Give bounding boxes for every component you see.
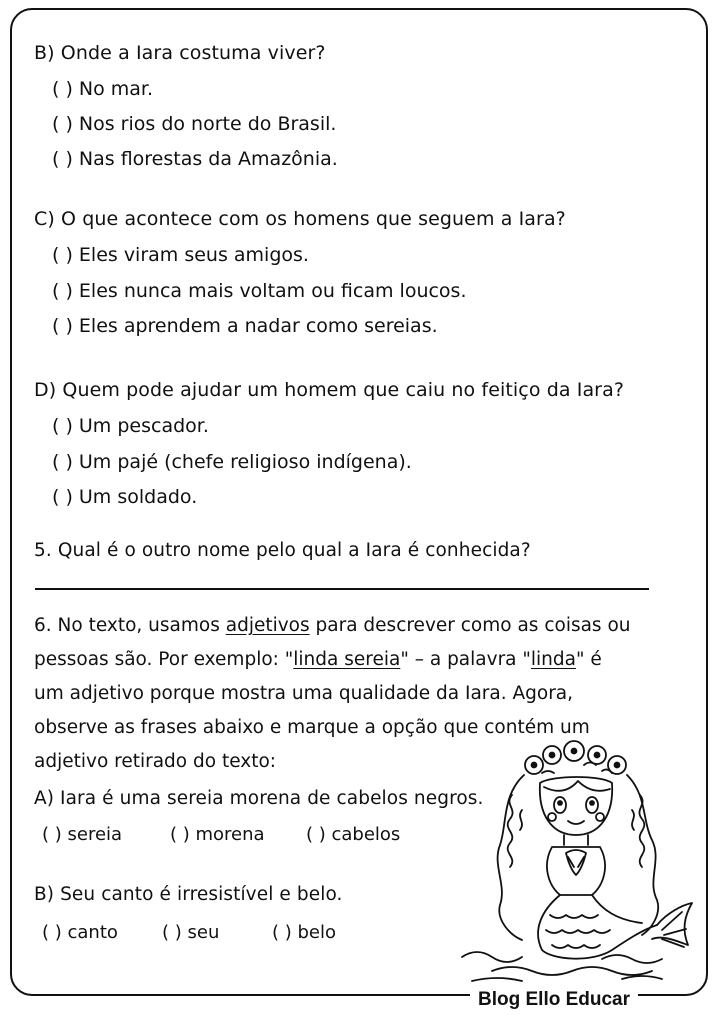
question-6-line-4: observe as frases abaixo e marque a opção que contém um <box>34 717 590 738</box>
question-b-option-2[interactable]: ( ) Nos rios do norte do Brasil. <box>52 113 337 135</box>
mermaid-illustration <box>452 735 702 987</box>
question-6b-option-3[interactable]: ( ) belo <box>272 922 337 943</box>
question-6-line-5: adjetivo retirado do texto: <box>34 751 277 772</box>
question-d-title: D) Quem pode ajudar um homem que caiu no feitiço da Iara? <box>34 379 625 401</box>
underlined-phrase-linda-sereia: linda sereia <box>293 649 401 670</box>
question-6a-option-1[interactable]: ( ) sereia <box>42 824 123 845</box>
question-6a-option-2[interactable]: ( ) morena <box>170 824 265 845</box>
question-6b-option-2[interactable]: ( ) seu <box>162 922 220 943</box>
question-d-option-3[interactable]: ( ) Um soldado. <box>52 486 198 508</box>
question-b-option-3[interactable]: ( ) Nas florestas da Amazônia. <box>52 148 338 170</box>
question-6b-option-1[interactable]: ( ) canto <box>42 922 118 943</box>
underlined-word-linda: linda <box>530 649 576 670</box>
question-b-title: B) Onde a Iara costuma viver? <box>34 42 326 64</box>
question-6-line-1: 6. No texto, usamos adjetivos para descrever como as coisas ou <box>34 615 631 636</box>
underlined-word-adjetivos: adjetivos <box>225 615 310 636</box>
question-6-line-3: um adjetivo porque mostra uma qualidade da Iara. Agora, <box>34 683 574 704</box>
question-c-option-1[interactable]: ( ) Eles viram seus amigos. <box>52 244 309 266</box>
question-6a-title: A) Iara é uma sereia morena de cabelos negros. <box>34 788 484 809</box>
question-6-line-2: pessoas são. Por exemplo: "linda sereia" – a palavra "linda" é <box>34 649 602 670</box>
question-d-option-1[interactable]: ( ) Um pescador. <box>52 415 209 437</box>
question-6a-option-3[interactable]: ( ) cabelos <box>306 824 401 845</box>
question-5-title: 5. Qual é o outro nome pelo qual a Iara é conhecida? <box>34 540 531 561</box>
question-b-option-1[interactable]: ( ) No mar. <box>52 78 154 100</box>
footer-brand: Blog Ello Educar <box>470 989 638 1011</box>
question-c-option-2[interactable]: ( ) Eles nunca mais voltam ou ficam loucos. <box>52 280 467 302</box>
question-d-option-2[interactable]: ( ) Um pajé (chefe religioso indígena). <box>52 451 412 473</box>
question-c-title: C) O que acontece com os homens que seguem a Iara? <box>34 208 566 230</box>
flower-crown-icon <box>525 741 626 774</box>
question-c-option-3[interactable]: ( ) Eles aprendem a nadar como sereias. <box>52 315 438 337</box>
answer-line[interactable] <box>35 588 649 590</box>
question-6b-title: B) Seu canto é irresistível e belo. <box>34 884 343 905</box>
